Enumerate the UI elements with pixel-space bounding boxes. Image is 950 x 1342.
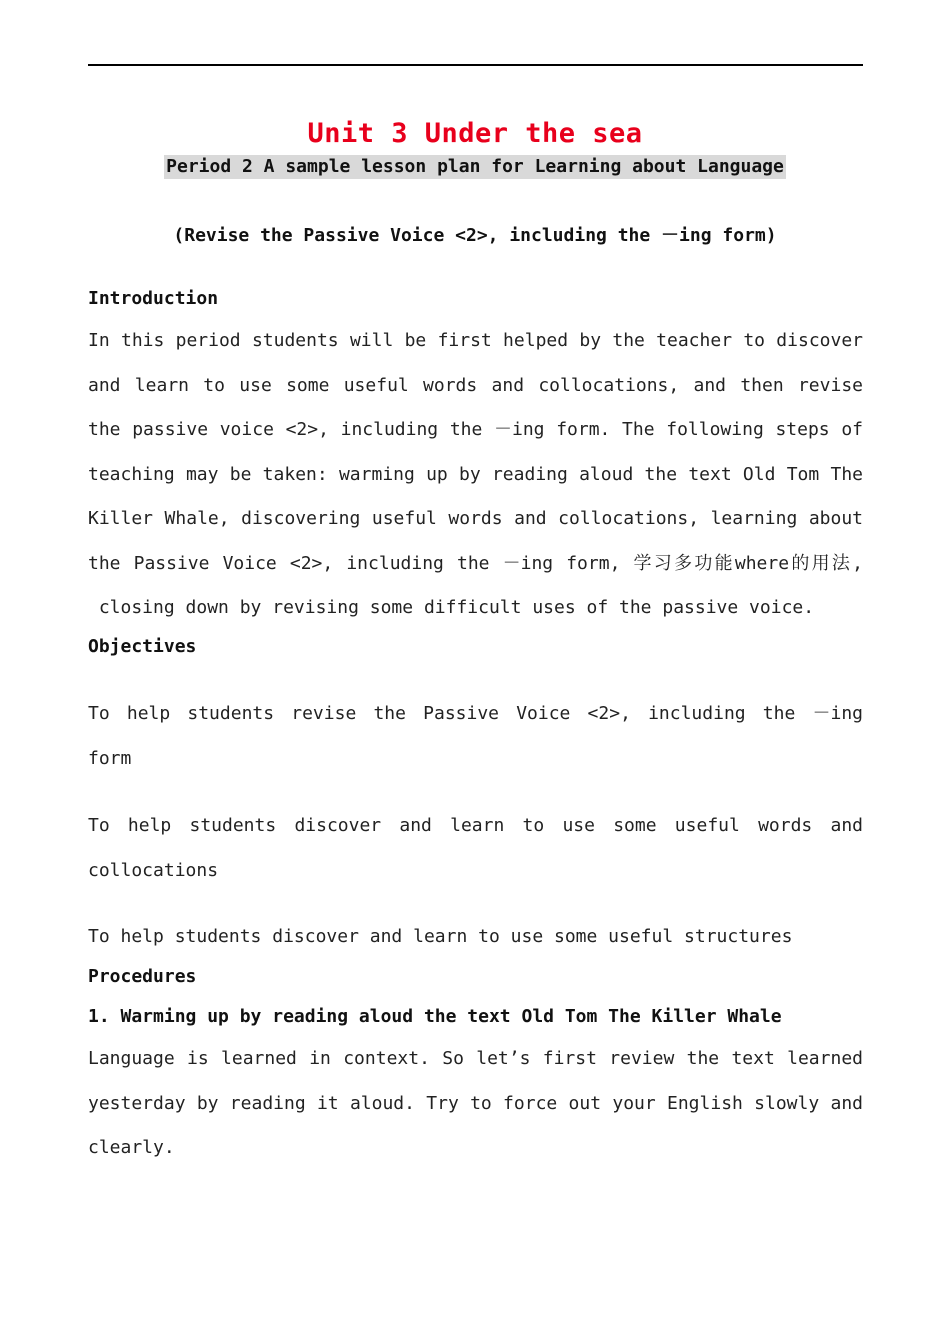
document-title: Unit 3 Under the sea [307,118,643,149]
introduction-line: and learn to use some useful words and collocations, and then revise [88,374,863,396]
introduction-line: closing down by revising some difficult uses of the passive voice. [88,597,815,618]
introduction-line: the passive voice <2>, including the －ing form. The following steps of [88,419,863,440]
objective-line: form [88,747,132,769]
revise-note: (Revise the Passive Voice <2>, including the －ing form) [173,225,777,246]
introduction-heading: Introduction [88,288,219,309]
procedure-step-heading: 1. Warming up by reading aloud the text Old Tom The Killer Whale [88,1006,782,1027]
subtitle-container [0,155,950,179]
objective-item [88,804,863,893]
procedure-step-paragraph [88,1037,863,1171]
objective-line: To help students discover and learn to use some useful words and [88,815,863,836]
objective-item [88,915,863,960]
introduction-line: Killer Whale, discovering useful words and collocations, learning about [88,508,863,529]
document-subtitle: Period 2 A sample lesson plan for Learning about Language [166,156,784,177]
header-rule [88,64,863,66]
introduction-line: In this period students will be first helped by the teacher to discover [88,330,863,351]
objectives-heading: Objectives [88,636,197,657]
introduction-line: the Passive Voice <2>, including the －ing form, 学习多功能where的用法, [88,552,863,574]
procedures-heading: Procedures [88,966,197,987]
objective-item [88,692,863,781]
introduction-line: teaching may be taken: warming up by reading aloud the text Old Tom The [88,463,863,485]
procedure-line: Language is learned in context. So let’s first review the text learned [88,1048,863,1069]
procedure-line: clearly. [88,1137,175,1158]
introduction-paragraph [88,319,863,631]
procedure-line: yesterday by reading it aloud. Try to force out your English slowly and [88,1092,863,1114]
objective-line: To help students revise the Passive Voice <2>, including the －ing [88,703,863,724]
objective-line: collocations [88,859,219,881]
objective-line: To help students discover and learn to use some useful structures [88,926,793,947]
